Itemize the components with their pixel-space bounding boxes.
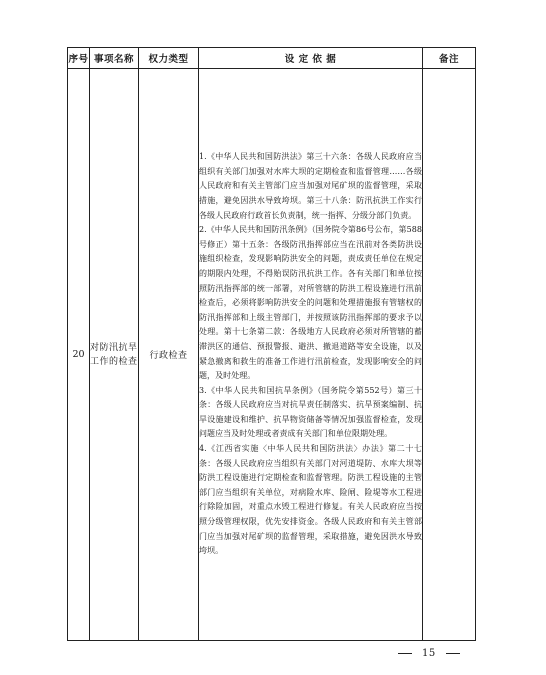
header-note: 备注	[423, 48, 476, 69]
basis-paragraph: 4.《江西省实施〈中华人民共和国防洪法〉办法》第二十七条：各级人民政府应当组织有关部门对河道堤防、水库大坝等防洪工程设施进行定期检查和监督管理。防洪工程设施的主管部门应当组织有关单位，对病险水库、险闸、险堤等水工程进行除险加固，对重点水毁工程进行修复。有关人民政府应当按照分级管理权限，优先安排资金。各级人民政府和有关主管部门应当加强对尾矿坝的监督管理，采取措施，避免因洪水导致垮坝。	[199, 444, 422, 556]
basis-paragraph: 3.《中华人民共和国抗旱条例》（国务院令第552号）第三十条：各级人民政府应当对抗旱责任制落实、抗旱预案编制、抗旱设施建设和维护、抗旱物资储备等情况加强监督检查，发现问题应当及时处理或者责成有关部门和单位限期处理。	[199, 385, 422, 439]
header-power-type: 权力类型	[139, 48, 199, 69]
row-power-type: 行政检查	[139, 69, 199, 641]
header-seq: 序号	[68, 48, 90, 69]
footer-dash-right	[446, 653, 460, 654]
page-footer	[398, 648, 460, 659]
page-number: 15	[422, 648, 436, 659]
header-item-name: 事项名称	[90, 48, 139, 69]
basis-paragraph: 2.《中华人民共和国防汛条例》（国务院令第86号公布，第588号修正）第十五条：各级防汛指挥部应当在汛前对各类防洪设施组织检查，发现影响防洪安全的问题，责成责任单位在规定的期限内处理，不得贻误防汛抗洪工作。各有关部门和单位按照防汛指挥部的统一部署，对所管辖的防洪工程设施进行汛前检查后，必须将影响防洪安全的问题和处理措施报有管辖权的防汛指挥部和上级主管部门，并按照该防汛指挥部的要求予以处理。第十七条第二款：各级地方人民政府必须对所管辖的蓄滞洪区的通信、预报警报、避洪、撤退道路等安全设施，以及紧急撤离和救生的准备工作进行汛前检查，发现影响安全的问题，及时处理。	[199, 225, 422, 381]
table-row	[68, 69, 476, 641]
power-list-table	[67, 47, 476, 641]
row-note	[423, 69, 476, 641]
footer-dash-left	[398, 653, 412, 654]
header-legal-basis: 设 定 依 据	[199, 48, 423, 69]
row-legal-basis	[199, 69, 423, 641]
basis-paragraph: 1.《中华人民共和国防洪法》第三十六条：各级人民政府应当组织有关部门加强对水库大坝的定期检查和监督管理……各级人民政府和有关主管部门应当加强对尾矿坝的监督管理，采取措施，避免因洪水导致垮坝。第三十八条：防汛抗洪工作实行各级人民政府行政首长负责制，统一指挥、分级分部门负责。	[199, 152, 422, 220]
table-header-row	[68, 48, 476, 69]
row-item-name: 对防汛抗旱工作的检查	[90, 69, 139, 641]
row-seq: 20	[68, 69, 90, 641]
